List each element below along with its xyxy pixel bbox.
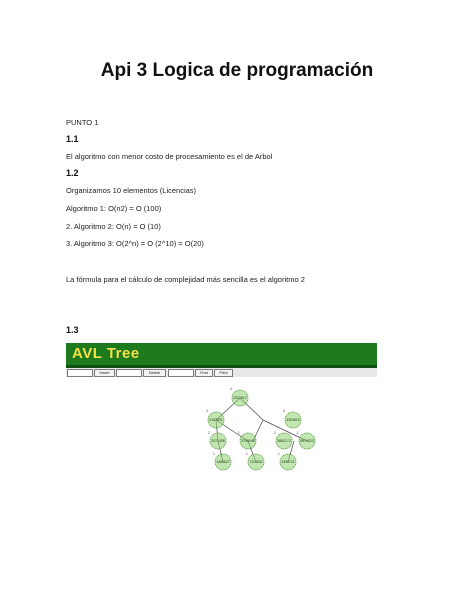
heading-1-2: 1.2 [66, 168, 79, 178]
node-balance: 3 [283, 409, 285, 413]
node-lll [213, 452, 231, 470]
avl-header-bar [66, 343, 377, 368]
node-label: 4393819 [286, 418, 300, 423]
node-rll [278, 452, 296, 470]
node-rr [297, 431, 315, 449]
node-balance: 3 [206, 409, 208, 413]
node-lr [238, 431, 256, 449]
algorithm-1-line: Algoritmo 1: O(n2) = O (100) [66, 204, 162, 213]
node-r [283, 409, 301, 428]
section-label-punto: PUNTO 1 [66, 118, 99, 127]
node-label: 3708945 [241, 439, 255, 444]
paragraph-1-2-intro: Organizamos 10 elementos (Licencias) [66, 186, 197, 195]
avl-title: AVL Tree [72, 345, 140, 362]
algorithm-3-line: 3. Algoritmo 3: O(2^n) = O (2^10) = O(20) [66, 239, 204, 248]
node-label: 6974823 [300, 439, 314, 444]
node-balance: 1 [246, 452, 248, 456]
node-label: 4396721 [281, 460, 295, 465]
node-label: 7114831 [249, 460, 263, 465]
node-lrr [246, 452, 264, 470]
document-title: Api 3 Logica de programación [100, 60, 374, 81]
node-balance: 1 [297, 431, 299, 435]
heading-1-3: 1.3 [66, 325, 79, 335]
node-balance: 1 [213, 452, 215, 456]
node-rl [274, 431, 292, 449]
paragraph-1-1: El algoritmo con menor costo de procesamiento es el de Arbol [66, 152, 273, 161]
avl-tree-figure [66, 343, 377, 477]
node-l [206, 409, 224, 428]
paragraph-1-2-conclusion: La fórmula para el cálculo de complejidad más sencilla es el algoritmo 2 [66, 275, 305, 284]
node-root [230, 387, 248, 406]
node-balance: 2 [208, 431, 210, 435]
find-button[interactable]: Find [195, 369, 213, 377]
avl-canvas [66, 378, 377, 477]
node-ll [208, 431, 226, 449]
node-balance: 1 [278, 452, 280, 456]
algorithm-2-line: 2. Algoritmo 2: O(n) = O (10) [66, 222, 161, 231]
node-label: 2022917 [233, 396, 247, 401]
node-label: 2071456 [211, 439, 225, 444]
delete-button[interactable]: Delete [143, 369, 166, 377]
avl-toolbar [66, 368, 377, 377]
node-balance: 4 [230, 387, 232, 391]
insert-value-input[interactable] [67, 369, 93, 377]
node-balance: 2 [274, 431, 276, 435]
node-label: 2187691 [209, 418, 223, 423]
find-value-input[interactable] [168, 369, 194, 377]
delete-value-input[interactable] [116, 369, 142, 377]
print-button[interactable]: Print [214, 369, 233, 377]
avl-tree-graph [66, 378, 377, 477]
node-label: 1484627 [216, 460, 230, 465]
node-balance: 1 [238, 431, 240, 435]
insert-button[interactable]: Insert [94, 369, 115, 377]
node-label: 5882172 [277, 439, 291, 444]
heading-1-1: 1.1 [66, 134, 79, 144]
